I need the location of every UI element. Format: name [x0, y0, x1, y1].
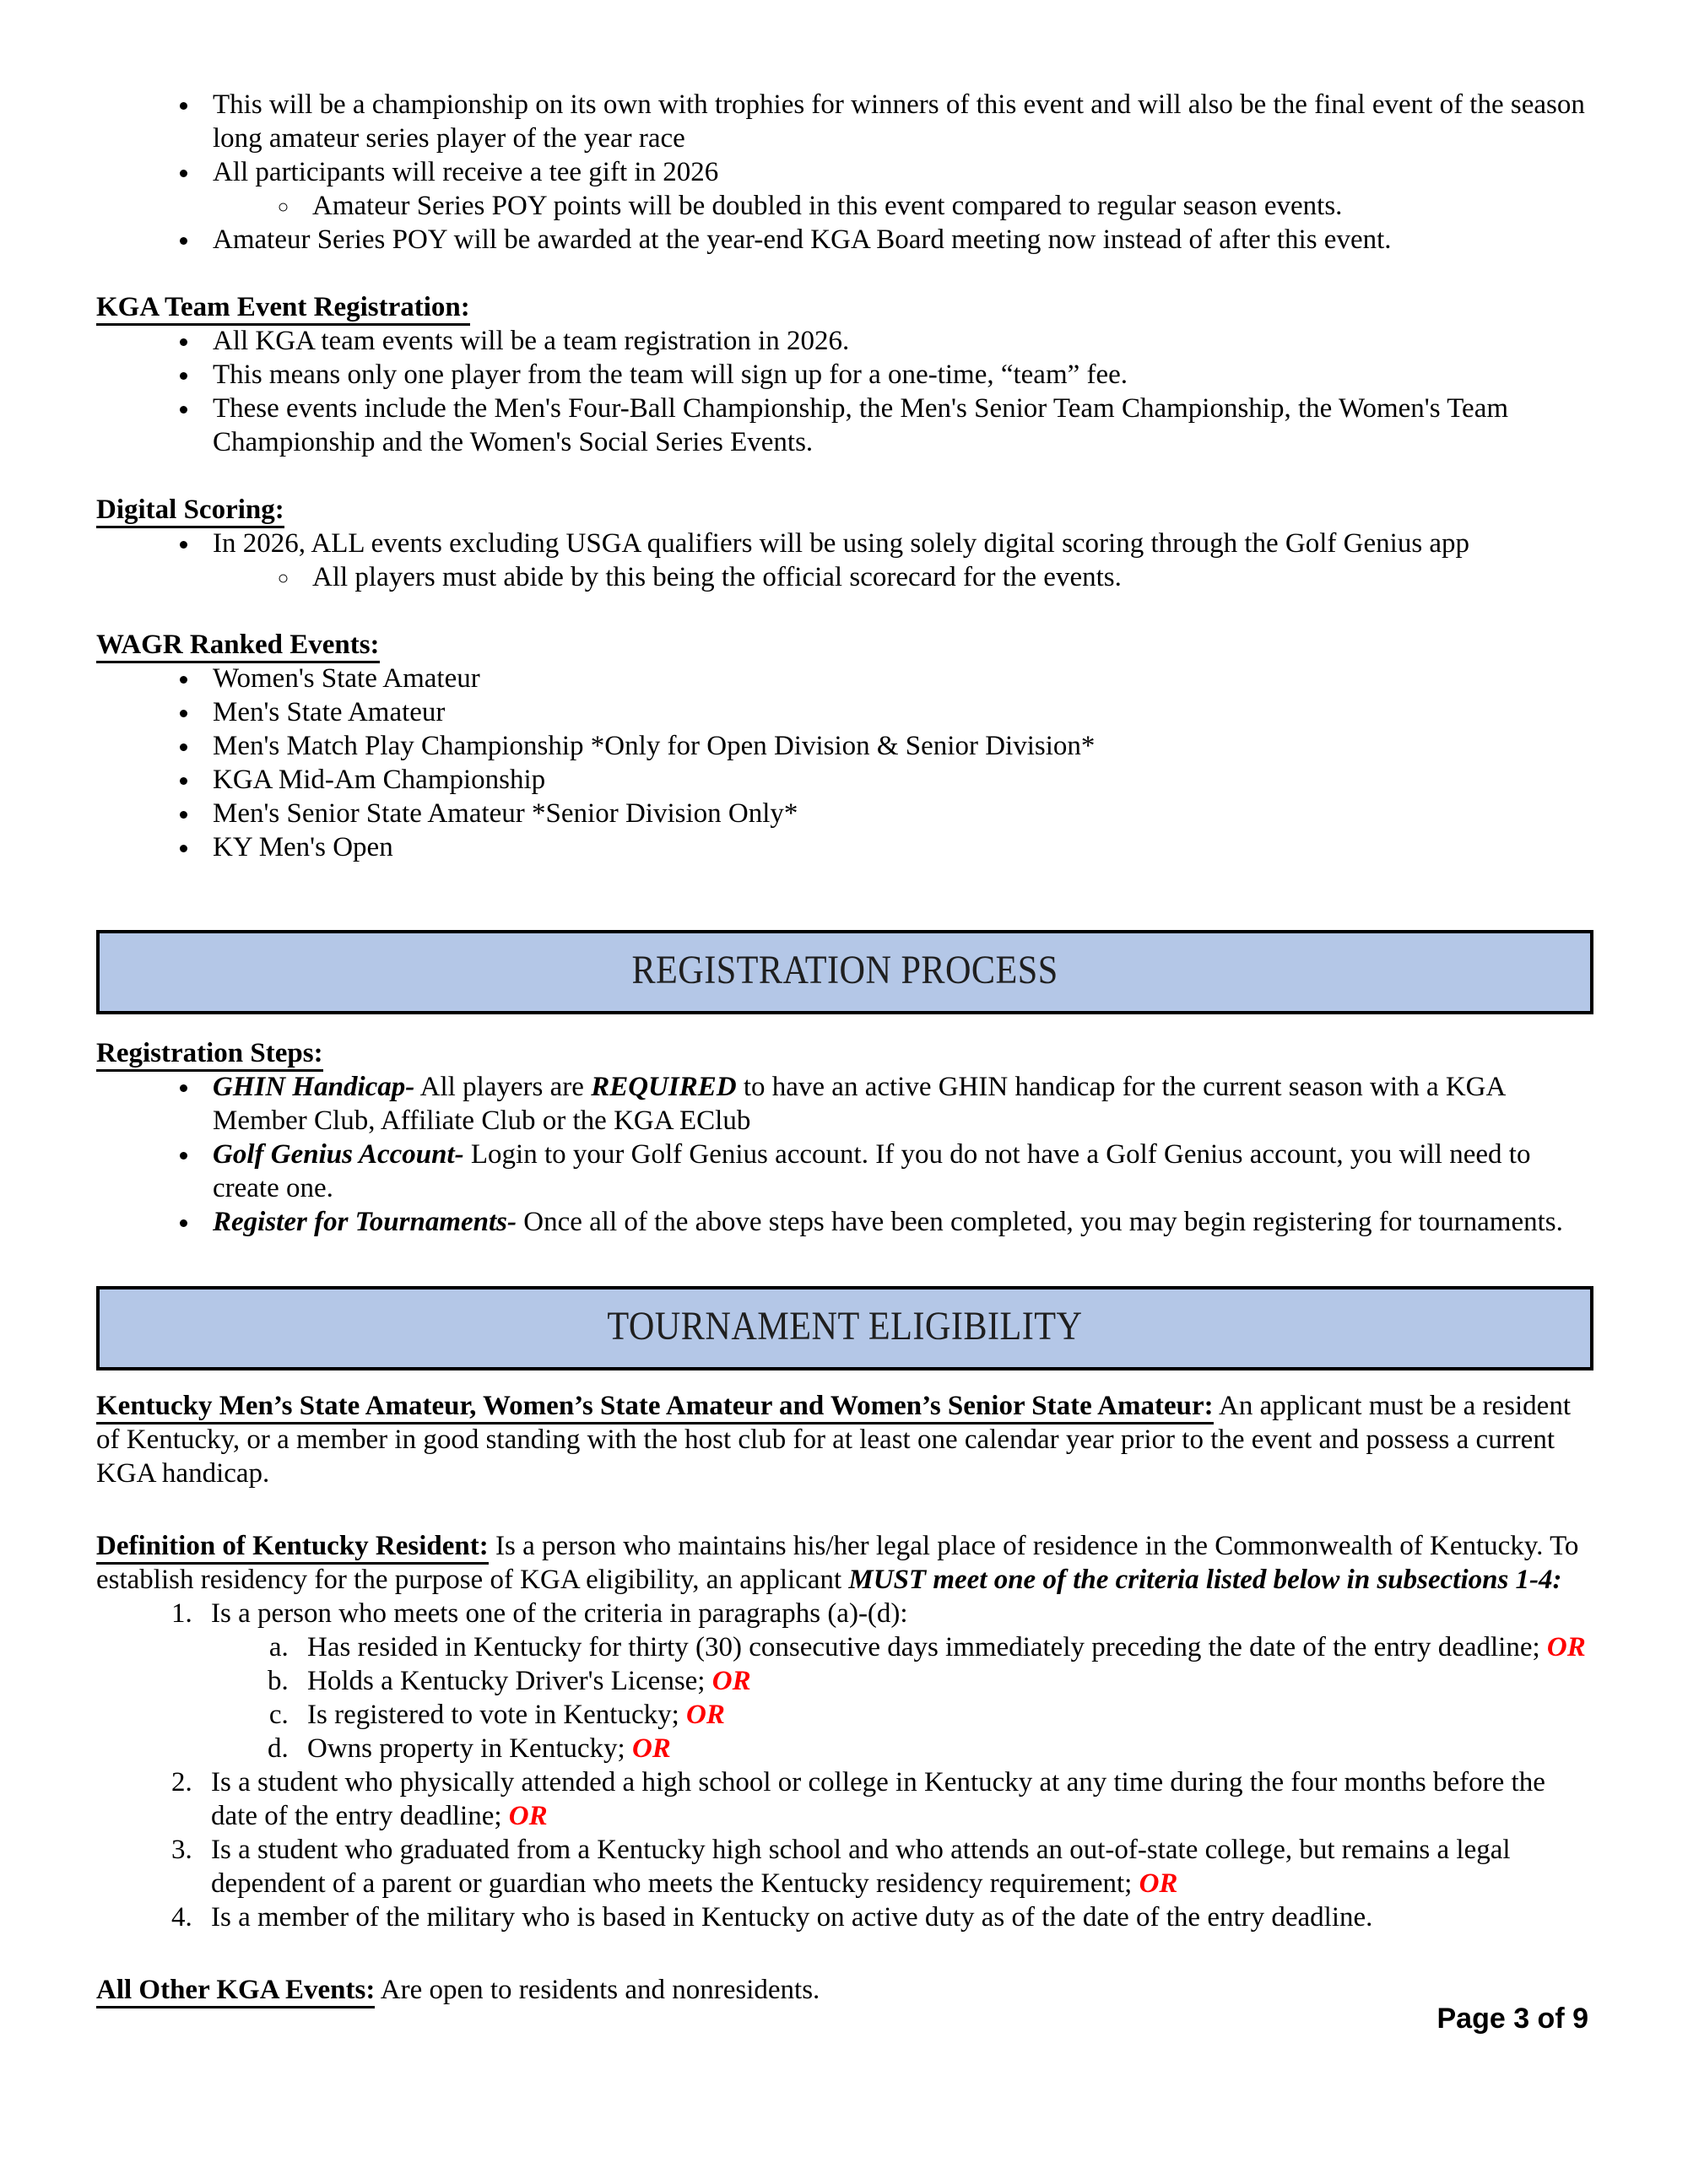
- list-item: • This will be a championship on its own with trophies for winners of this event and will also be the final event of the season long amateur series player of the year race: [201, 88, 1593, 155]
- list-item: • Women's State Amateur: [201, 662, 1593, 695]
- list-item: ◦ Amateur Series POY points will be doubled in this event compared to regular season events.: [300, 189, 1593, 223]
- list-item: • All KGA team events will be a team registration in 2026.: [201, 324, 1593, 358]
- text-segment: GHIN Handicap-: [213, 1072, 415, 1102]
- text-segment: Has resided in Kentucky for thirty (30) consecutive days immediately preceding the date of the entry deadline;: [307, 1632, 1547, 1662]
- team-event-list: [96, 324, 1593, 459]
- registration-process-banner: [96, 930, 1593, 1014]
- intro-bullet-list: [96, 88, 1593, 257]
- digital-scoring-list: [96, 527, 1593, 594]
- list-item: [199, 1765, 1593, 1833]
- wagr-list: [96, 662, 1593, 864]
- all-other-events-paragraph: [96, 1973, 1593, 2007]
- intro-sub-list: [201, 189, 1593, 223]
- text-segment: Register for Tournaments-: [213, 1207, 517, 1237]
- text-segment: OR: [1546, 1632, 1586, 1662]
- heading-text: Registration Steps:: [96, 1038, 323, 1072]
- list-item: • All participants will receive a tee gift in 2026: [201, 155, 1593, 189]
- list-item: • Men's Senior State Amateur *Senior Division Only*: [201, 797, 1593, 830]
- definition-paragraph: [96, 1529, 1593, 1597]
- text-segment: Is a student who physically attended a high school or college in Kentucky at any time during the four months before the date of the entry deadline;: [211, 1767, 1545, 1831]
- digital-scoring-sub-list: [201, 560, 1593, 594]
- section-heading-wagr: [96, 628, 1593, 662]
- text-segment: Once all of the above steps have been completed, you may begin registering for tournaments.: [517, 1207, 1563, 1237]
- list-item: [199, 1833, 1593, 1900]
- text-segment: An applicant must be a resident of Kentucky, or a member in good standing with the host club for at least one calendar year prior to the event and possess a current KGA handicap.: [96, 1391, 1572, 1489]
- section-heading-registration-steps: [96, 1036, 1593, 1070]
- list-item: [201, 1070, 1593, 1138]
- residency-criteria-list: [96, 1597, 1593, 1934]
- list-item: [201, 1138, 1593, 1205]
- banner-title: TOURNAMENT ELIGIBILITY: [607, 1304, 1083, 1349]
- list-item: • KY Men's Open: [201, 830, 1593, 864]
- list-item: • Men's Match Play Championship *Only for Open Division & Senior Division*: [201, 729, 1593, 763]
- text-segment: Holds a Kentucky Driver's License;: [307, 1666, 712, 1696]
- text-segment: Kentucky Men’s State Amateur, Women’s State Amateur and Women’s Senior State Amateur:: [96, 1391, 1214, 1424]
- tournament-eligibility-banner: [96, 1286, 1593, 1370]
- list-item: • This means only one player from the team will sign up for a one-time, “team” fee.: [201, 358, 1593, 392]
- list-item: • KGA Mid-Am Championship: [201, 763, 1593, 797]
- list-item: • Men's State Amateur: [201, 695, 1593, 729]
- heading-text: WAGR Ranked Events:: [96, 630, 380, 663]
- text-segment: Golf Genius Account-: [213, 1139, 464, 1170]
- text-segment: Login to your Golf Genius account. If you do not have a Golf Genius account, you will need to create one.: [213, 1139, 1531, 1203]
- list-item: [295, 1698, 1593, 1732]
- heading-text: KGA Team Event Registration:: [96, 292, 470, 326]
- section-heading-digital-scoring: [96, 493, 1593, 527]
- list-item: • In 2026, ALL events excluding USGA qualifiers will be using solely digital scoring through the Golf Genius app: [201, 527, 1593, 560]
- page-number: Page 3 of 9: [1436, 2003, 1588, 2035]
- text-segment: OR: [686, 1700, 725, 1730]
- text-segment: OR: [508, 1801, 548, 1831]
- list-item: 4. Is a member of the military who is based in Kentucky on active duty as of the date of the entry deadline.: [199, 1900, 1593, 1934]
- text-segment: Is a student who graduated from a Kentucky high school and who attends an out-of-state college, but remains a legal dependent of a parent or guardian who meets the Kentucky residency requirement;: [211, 1835, 1511, 1899]
- list-item: [295, 1732, 1593, 1765]
- list-item: 1. Is a person who meets one of the criteria in paragraphs (a)-(d):: [199, 1597, 1593, 1630]
- list-item: ◦ All players must abide by this being the official scorecard for the events.: [300, 560, 1593, 594]
- text-segment: Is a person who maintains his/her legal place of residence in the Commonwealth of Kentucky. To establish residency for the purpose of KGA eligibility, an applicant: [96, 1531, 1579, 1595]
- text-segment: All Other KGA Events:: [96, 1975, 375, 2008]
- banner-title: REGISTRATION PROCESS: [631, 948, 1058, 992]
- list-item: • Amateur Series POY will be awarded at the year-end KGA Board meeting now instead of after this event.: [201, 223, 1593, 257]
- section-heading-team-event: [96, 290, 1593, 324]
- text-segment: Is registered to vote in Kentucky;: [307, 1700, 687, 1730]
- list-item: [295, 1664, 1593, 1698]
- text-segment: OR: [711, 1666, 751, 1696]
- text-segment: Owns property in Kentucky;: [307, 1733, 632, 1764]
- text-segment: All players are: [414, 1072, 592, 1102]
- text-segment: MUST meet one of the criteria listed below in subsections 1-4:: [848, 1565, 1562, 1595]
- text-segment: OR: [631, 1733, 671, 1764]
- text-segment: Are open to residents and nonresidents.: [375, 1975, 820, 2005]
- text-segment: Definition of Kentucky Resident:: [96, 1531, 489, 1565]
- list-item: • These events include the Men's Four-Ball Championship, the Men's Senior Team Championship, the Women's Team Championship and the Women's Social Series Events.: [201, 392, 1593, 459]
- eligibility-intro-paragraph: [96, 1389, 1593, 1490]
- heading-text: Digital Scoring:: [96, 495, 284, 528]
- registration-steps-list: [96, 1070, 1593, 1239]
- text-segment: REQUIRED: [591, 1072, 737, 1102]
- text-segment: to have an active GHIN handicap for the current season with a KGA Member Club, Affiliate Club or the KGA EClub: [213, 1072, 1505, 1136]
- text-segment: OR: [1139, 1868, 1178, 1899]
- criteria-sub-list: [199, 1630, 1593, 1765]
- list-item: [295, 1630, 1593, 1664]
- list-item: [201, 1205, 1593, 1239]
